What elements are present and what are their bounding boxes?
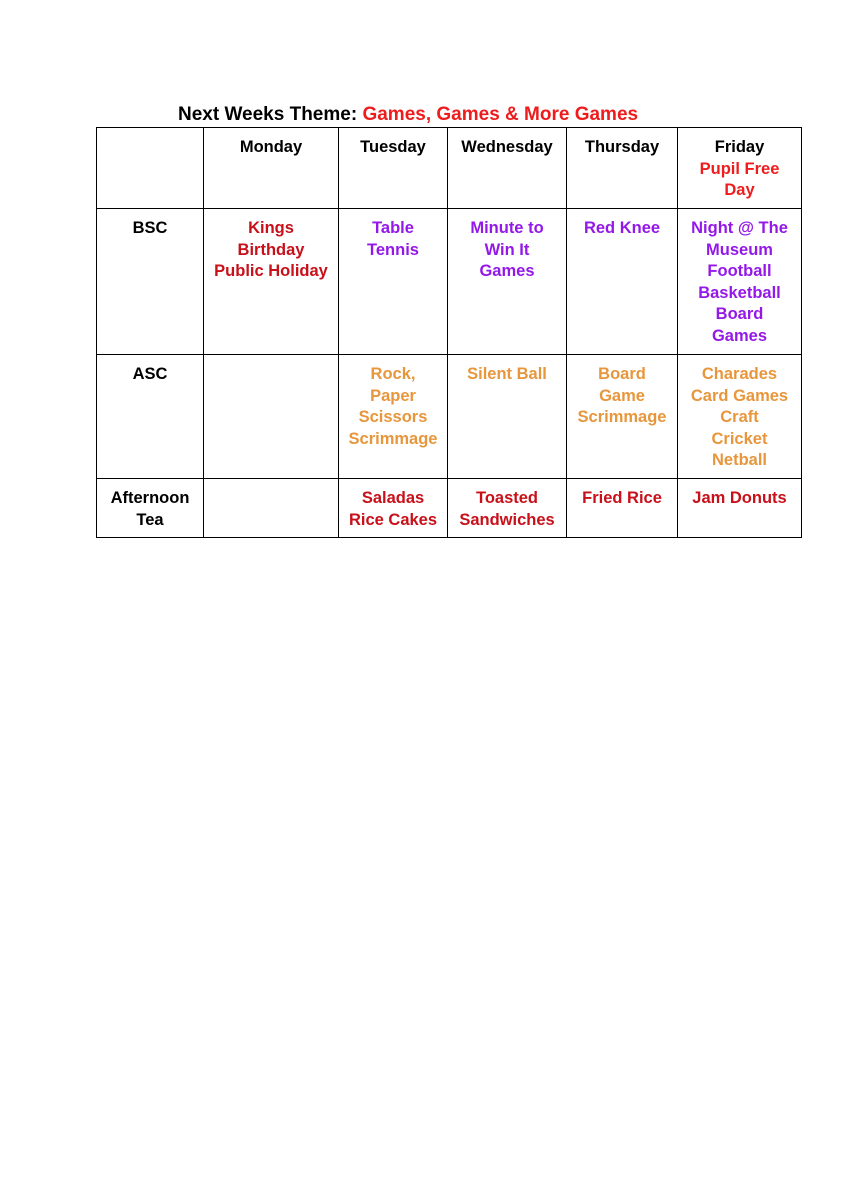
tea-friday-cell bbox=[678, 479, 802, 538]
weekly-timetable bbox=[96, 127, 802, 538]
activity-line: Scrimmage bbox=[577, 408, 667, 426]
activity-line: Card Games bbox=[690, 386, 789, 405]
activity-line: Basketball bbox=[698, 283, 781, 302]
activity-line: Table bbox=[372, 219, 414, 237]
activity-line: Board bbox=[598, 365, 646, 383]
activity-line: Football bbox=[707, 262, 772, 280]
activity-line: Scissors bbox=[358, 408, 428, 426]
menu-line: Sandwiches bbox=[459, 510, 555, 529]
bsc-wednesday-cell bbox=[448, 209, 567, 355]
menu-line: Rice Cakes bbox=[348, 510, 438, 529]
bsc-thursday-cell bbox=[567, 209, 678, 355]
activity-line: Silent Ball bbox=[467, 365, 547, 383]
tea-wednesday-cell bbox=[448, 479, 567, 538]
day-header-thursday: Thursday bbox=[567, 128, 678, 209]
menu-line: Saladas bbox=[361, 489, 425, 507]
day-header-tuesday: Tuesday bbox=[339, 128, 448, 209]
tea-monday-cell bbox=[204, 479, 339, 538]
activity-line: Craft bbox=[720, 408, 759, 426]
activity-line: Netball bbox=[711, 451, 767, 469]
row-label-asc: ASC bbox=[97, 355, 204, 479]
activity-line: Win It bbox=[484, 240, 530, 259]
asc-tuesday-cell bbox=[339, 355, 448, 479]
activity-line: Public Holiday bbox=[214, 262, 328, 280]
header-row bbox=[97, 128, 802, 209]
day-header-wednesday: Wednesday bbox=[448, 128, 567, 209]
bsc-friday-cell bbox=[678, 209, 802, 355]
activity-line: Tennis bbox=[367, 240, 419, 259]
friday-label: Friday bbox=[714, 138, 765, 156]
activity-line: Games bbox=[711, 326, 768, 345]
asc-thursday-cell bbox=[567, 355, 678, 479]
friday-note-line: Pupil Free bbox=[699, 159, 780, 178]
activity-line: Games bbox=[479, 262, 535, 280]
activity-line: Minute to bbox=[470, 219, 544, 237]
activity-line: Board bbox=[715, 305, 764, 323]
afternoon-tea-row bbox=[97, 479, 802, 538]
bsc-monday-cell bbox=[204, 209, 339, 355]
row-label-afternoon-tea bbox=[97, 479, 204, 538]
asc-row bbox=[97, 355, 802, 479]
title-prefix: Next Weeks Theme: bbox=[178, 104, 363, 125]
activity-line: Charades bbox=[701, 365, 778, 383]
bsc-row bbox=[97, 209, 802, 355]
activity-line: Night @ The bbox=[691, 219, 788, 237]
activity-line: Scrimmage bbox=[348, 429, 438, 448]
activity-line: Cricket bbox=[711, 429, 768, 448]
menu-line: Toasted bbox=[475, 489, 539, 507]
activity-line: Paper bbox=[370, 386, 416, 405]
activity-line: Rock, bbox=[370, 365, 416, 383]
day-header-monday: Monday bbox=[204, 128, 339, 209]
corner-cell bbox=[97, 128, 204, 209]
tea-thursday-cell bbox=[567, 479, 678, 538]
row-label-bsc: BSC bbox=[97, 209, 204, 355]
menu-line: Fried Rice bbox=[582, 489, 662, 507]
bsc-tuesday-cell bbox=[339, 209, 448, 355]
asc-monday-cell bbox=[204, 355, 339, 479]
activity-line: Museum bbox=[706, 240, 773, 259]
friday-note-line: Day bbox=[724, 181, 755, 199]
asc-wednesday-cell bbox=[448, 355, 567, 479]
activity-line: Birthday bbox=[237, 240, 305, 259]
theme-name: Games, Games & More Games bbox=[362, 104, 639, 125]
menu-line: Jam Donuts bbox=[692, 489, 787, 507]
activity-line: Game bbox=[599, 386, 645, 405]
row-label-line: Afternoon bbox=[110, 489, 190, 507]
row-label-line: Tea bbox=[136, 510, 164, 529]
tea-tuesday-cell bbox=[339, 479, 448, 538]
asc-friday-cell bbox=[678, 355, 802, 479]
activity-line: Red Knee bbox=[583, 219, 661, 237]
activity-line: Kings bbox=[248, 219, 294, 237]
day-header-friday bbox=[678, 128, 802, 209]
